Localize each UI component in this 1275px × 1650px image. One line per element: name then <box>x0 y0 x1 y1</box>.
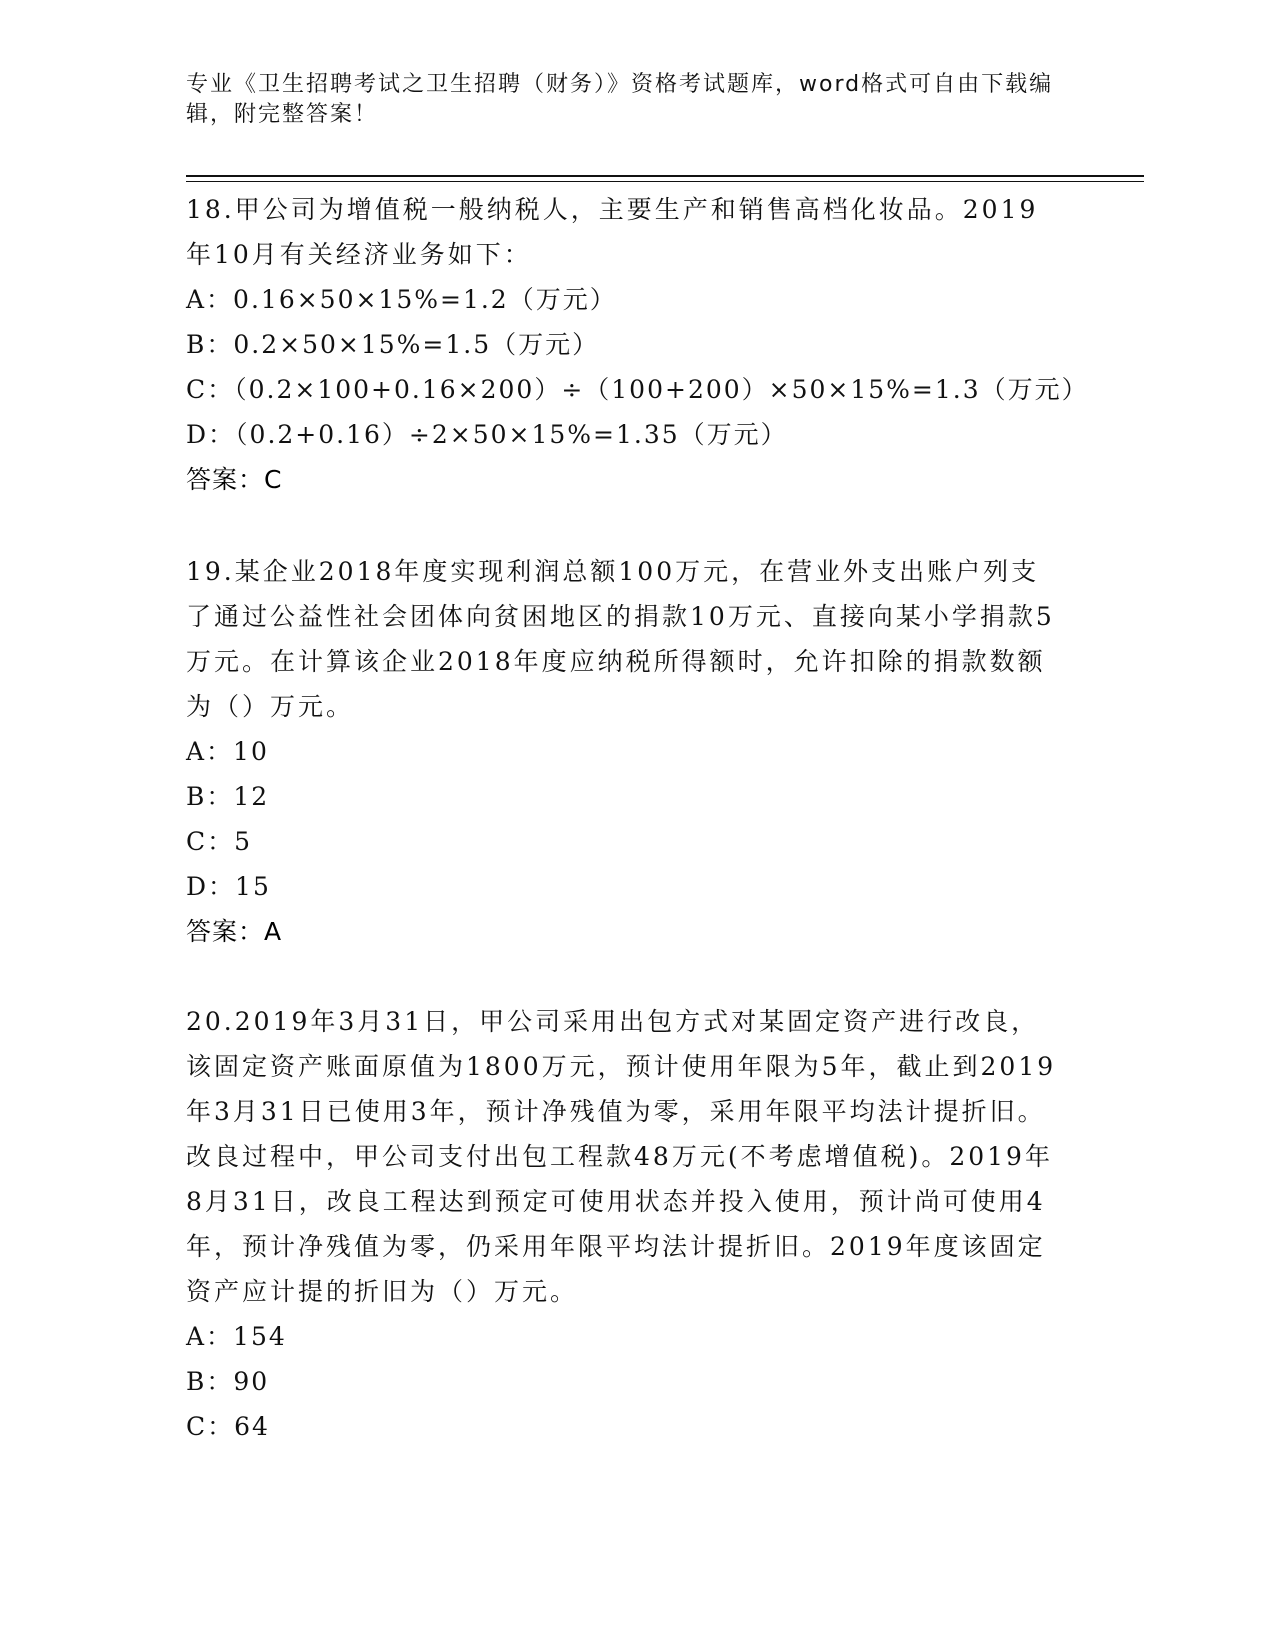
option-a: A：154 <box>186 1322 287 1351</box>
question-20 <box>186 999 1066 1449</box>
answer: 答案：C <box>186 465 283 494</box>
question-18 <box>186 187 1089 502</box>
option-b: B：0.2×50×15%=1.5（万元） <box>186 330 600 359</box>
option-a: A：10 <box>186 737 269 766</box>
question-19 <box>186 549 1066 954</box>
option-b: B：90 <box>186 1367 270 1396</box>
option-b: B：12 <box>186 782 270 811</box>
question-stem: 18.甲公司为增值税一般纳税人，主要生产和销售高档化妆品。2019年10月有关经济业务如下： <box>186 195 1039 269</box>
option-c: C：5 <box>186 827 253 856</box>
question-stem: 19.某企业2018年度实现利润总额100万元，在营业外支出账户列支了通过公益性社会团体向贫困地区的捐款10万元、直接向某小学捐款5万元。在计算该企业2018年度应纳税所得额时，允许扣除的捐款数额为（）万元。 <box>186 557 1055 721</box>
option-c: C：64 <box>186 1412 270 1441</box>
header-divider-thin <box>186 181 1144 182</box>
answer: 答案：A <box>186 917 283 946</box>
option-d: D：（0.2+0.16）÷2×50×15%=1.35（万元） <box>186 420 788 449</box>
option-d: D：15 <box>186 872 271 901</box>
option-c: C：（0.2×100+0.16×200）÷（100+200）×50×15%=1.3（万元） <box>186 375 1089 404</box>
header-divider-thick <box>186 175 1144 177</box>
option-a: A：0.16×50×15%=1.2（万元） <box>186 285 617 314</box>
question-stem: 20.2019年3月31日，甲公司采用出包方式对某固定资产进行改良，该固定资产账面原值为1800万元，预计使用年限为5年，截止到2019年3月31日已使用3年，预计净残值为零，采用年限平均法计提折旧。改良过程中，甲公司支付出包工程款48万元(不考虑增值税)。2019年8月31日，改良工程达到预定可使用状态并投入使用，预计尚可使用4年，预计净残值为零，仍采用年限平均法计提折旧。2019年度该固定资产应计提的折旧为（）万元。 <box>186 1007 1057 1306</box>
document-header: 专业《卫生招聘考试之卫生招聘（财务）》资格考试题库，word格式可自由下载编辑，附完整答案！ <box>186 72 1054 127</box>
